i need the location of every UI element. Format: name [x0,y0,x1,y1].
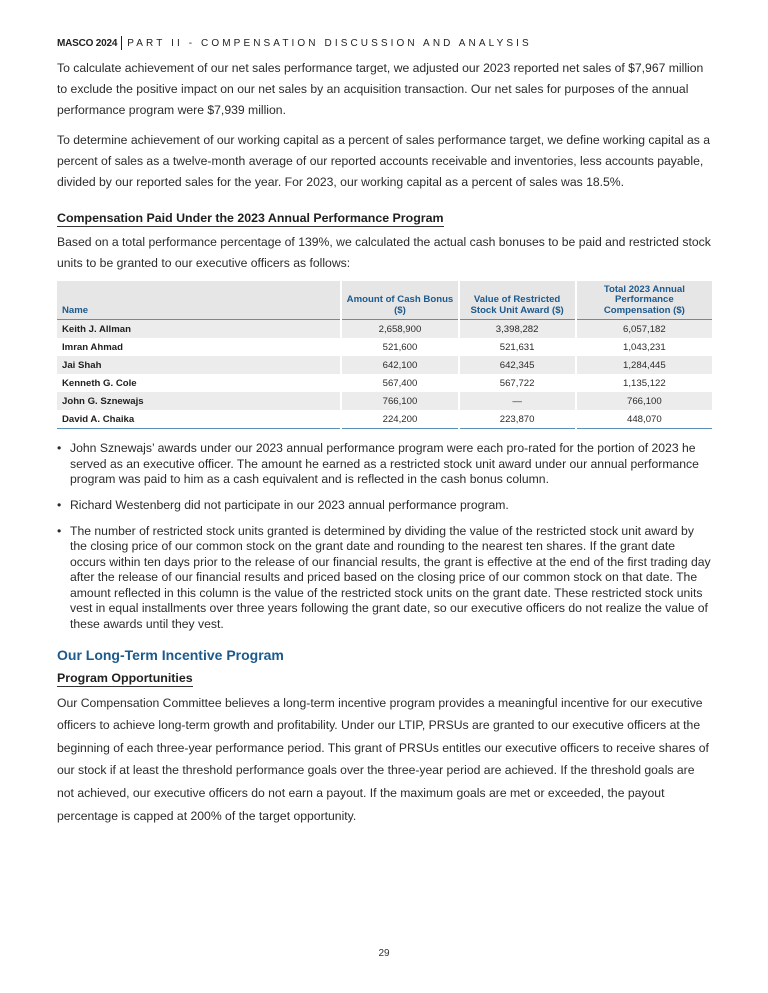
program-opportunities-heading: Program Opportunities [57,670,193,685]
note-text: Richard Westenberg did not participate in our 2023 annual performance program. [70,497,509,512]
page-header [57,36,532,50]
page-number: 29 [378,948,390,959]
cell-rsu-value: 642,345 [459,356,576,374]
brand-label: MASCO 2024 [57,37,118,49]
cell-cash-bonus: 224,200 [341,410,458,429]
cell-name: Jai Shah [57,356,341,374]
cell-cash-bonus: 2,658,900 [341,320,458,339]
cell-cash-bonus: 521,600 [341,338,458,356]
cell-cash-bonus: 642,100 [341,356,458,374]
section-title: PART II - COMPENSATION DISCUSSION AND ANALYSIS [127,37,532,49]
column-header-total: Total 2023 Annual Performance Compensation ($) [576,281,712,320]
cell-rsu-value: 223,870 [459,410,576,429]
cell-name: David A. Chaika [57,410,341,429]
note-text: The number of restricted stock units granted is determined by dividing the value of the restricted stock unit award by the closing price of our common stock on the grant date and rounding to the nearest ten shares. If the grant date occurs within ten days prior to the release of our financial results, the grant is effective at the end of the first trading day after the release of our financial results and priced based on the closing price of our common stock on that date. The amount reflected in this column is the value of the restricted stock units on the grant date. These restricted stock units vest in equal installments over three years following the grant date, so our executive officers do not realize the value of these awards until they vest. [70,523,711,632]
table-row [57,410,712,429]
column-header-cash-bonus: Amount of Cash Bonus ($) [341,281,458,320]
compensation-notes [57,441,712,633]
working-capital-paragraph: To determine achievement of our working capital as a percent of sales performance target, we define working capital as a percent of sales as a twelve-month average of our reported accounts receivable and inventories, less accounts payable, divided by our reported sales for the year. For 2023, our working capital as a percent of sales was 18.5%. [57,132,711,190]
table-row [57,392,712,410]
cell-total: 766,100 [576,392,712,410]
cell-name: Imran Ahmad [62,341,123,353]
note-item [57,498,712,514]
table-row [57,338,712,356]
cell-rsu-value: 3,398,282 [459,320,576,339]
table-row [57,374,712,392]
net-sales-paragraph: To calculate achievement of our net sales performance target, we adjusted our 2023 reported net sales of $7,967 million to exclude the positive impact on our net sales by an acquisition transaction. Our net sales for purposes of the annual performance program were $7,939 million. [57,61,704,118]
cell-total: 1,043,231 [576,338,712,356]
cell-name: Keith J. Allman [57,320,341,339]
column-header-name: Name [57,281,341,320]
cell-total: 448,070 [576,410,712,429]
cell-rsu-value: 567,722 [459,374,576,392]
cell-total: 6,057,182 [576,320,712,339]
compensation-heading: Compensation Paid Under the 2023 Annual Performance Program [57,211,444,226]
bullet-icon: • [57,441,62,456]
header-divider [121,36,122,50]
note-item [57,524,712,633]
bullet-icon: • [57,497,62,512]
table-row [57,356,712,374]
column-header-rsu-value: Value of Restricted Stock Unit Award ($) [459,281,576,320]
compensation-intro: Based on a total performance percentage of 139%, we calculated the actual cash bonuses to be paid and restricted stock units to be granted to our executive officers as follows: [57,235,711,271]
note-text: John Sznewajs’ awards under our 2023 annual performance program were each pro-rated for the portion of 2023 he served as an executive officer. The amount he earned as a restricted stock unit award under our annual performance program was paid to him as a cash equivalent and is reflected in the cash bonus column. [70,441,699,487]
cell-cash-bonus: 567,400 [341,374,458,392]
cell-name: Kenneth G. Cole [62,377,137,389]
bullet-icon: • [57,523,62,538]
ltip-paragraph: Our Compensation Committee believes a long-term incentive program provides a meaningful incentive for our executive officers to achieve long-term growth and profitability. Under our LTIP, PRSUs are granted to our executive officers at the beginning of each three-year performance period. This grant of PRSUs entitles our executive officers to receive shares of our stock if at least the threshold performance goals over the three-year period are achieved. If the threshold goals are not achieved, our executive officers do not earn a payout. If the maximum goals are met or exceeded, the payout percentage is capped at 200% of the target opportunity. [57,695,709,823]
ltip-heading: Our Long-Term Incentive Program [57,646,284,663]
table-row [57,320,712,339]
cell-name: John G. Sznewajs [57,392,341,410]
cell-rsu-value: 521,631 [459,338,576,356]
cell-total: 1,284,445 [576,356,712,374]
cell-cash-bonus: 766,100 [341,392,458,410]
page-content [57,58,712,835]
cell-rsu-value: — [459,392,576,410]
note-item [57,441,712,488]
cell-total: 1,135,122 [576,374,712,392]
table-header-row [57,281,712,320]
compensation-table [57,281,712,430]
